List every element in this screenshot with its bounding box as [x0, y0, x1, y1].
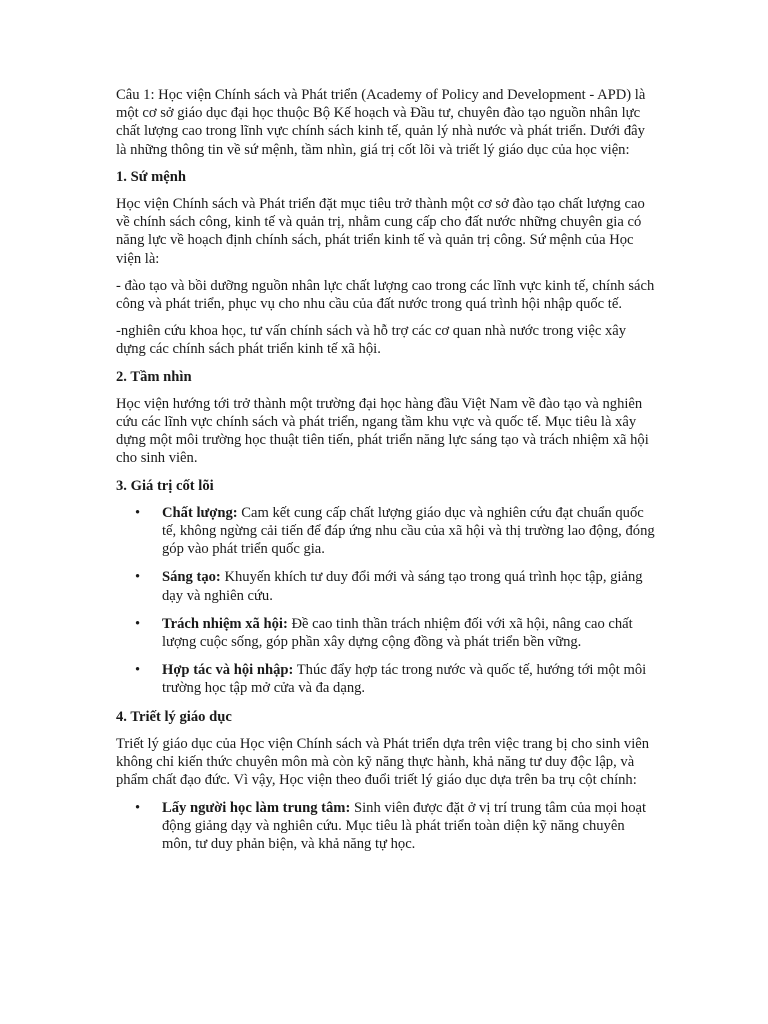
- section-heading-core-values: 3. Giá trị cốt lõi: [116, 477, 214, 494]
- bullet-icon: •: [135, 504, 141, 521]
- section-heading-vision: 2. Tầm nhìn: [116, 368, 192, 385]
- core-values-list: [116, 504, 656, 698]
- list-item: [135, 615, 656, 651]
- list-item-term: Chất lượng:: [162, 504, 238, 521]
- list-item-text: Khuyến khích tư duy đổi mới và sáng tạo trong quá trình học tập, giảng dạy và nghiên cứu.: [162, 569, 643, 604]
- list-item-text: Đề cao tinh thần trách nhiệm đối với xã hội, nâng cao chất lượng cuộc sống, góp phần xây dựng cộng đồng và phát triển bền vững.: [162, 615, 633, 651]
- mission-paragraph: Học viện Chính sách và Phát triển đặt mục tiêu trở thành một cơ sở đào tạo chất lượng cao về chính sách công, kinh tế và quản trị, nhằm cung cấp cho đất nước những chuyên gia có năng lực về hoạch định chính sách, phát triển kinh tế và quản trị công. Sứ mệnh của Học viện là:: [116, 196, 645, 267]
- list-item-term: Sáng tạo:: [162, 569, 221, 586]
- philosophy-paragraph: Triết lý giáo dục của Học viện Chính sách và Phát triển dựa trên việc trang bị cho sinh viên không chỉ kiến thức chuyên môn mà còn kỹ năng thực hành, khả năng tư duy độc lập, và phẩm chất đạo đức. Vì vậy, Học viện theo đuổi triết lý giáo dục dựa trên ba trụ cột chính:: [116, 735, 650, 789]
- list-item: [135, 504, 656, 559]
- list-item-text: Cam kết cung cấp chất lượng giáo dục và nghiên cứu đạt chuẩn quốc tế, không ngừng cải tiến để đáp ứng nhu cầu của xã hội và thị trường lao động, đóng góp vào phát triển quốc gia.: [162, 504, 655, 558]
- philosophy-list: [116, 799, 656, 854]
- section-heading-philosophy: 4. Triết lý giáo dục: [116, 708, 232, 725]
- intro-paragraph: Câu 1: Học viện Chính sách và Phát triển (Academy of Policy and Development - APD) là một cơ sở giáo dục đại học thuộc Bộ Kế hoạch và Đầu tư, chuyên đào tạo nguồn nhân lực chất lượng cao trong lĩnh vực chính sách kinh tế, quản lý nhà nước và phát triển. Dưới đây là những thông tin về sứ mệnh, tầm nhìn, giá trị cốt lõi và triết lý giáo dục của học viện:: [116, 87, 646, 158]
- bullet-icon: •: [135, 662, 141, 679]
- list-item-term: Trách nhiệm xã hội:: [162, 615, 288, 632]
- mission-point-2: -nghiên cứu khoa học, tư vấn chính sách và hỗ trợ các cơ quan nhà nước trong việc xây dựng các chính sách phát triển kinh tế xã hội.: [116, 323, 627, 358]
- vision-paragraph: Học viện hướng tới trở thành một trường đại học hàng đầu Việt Nam về đào tạo và nghiên cứu các lĩnh vực chính sách và phát triển, ngang tầm khu vực và quốc tế. Mục tiêu là xây dựng một môi trường học thuật tiên tiến, phát triển năng lực sáng tạo và trách nhiệm xã hội cho sinh viên.: [116, 395, 649, 467]
- list-item: [135, 661, 656, 697]
- document-page: [116, 86, 656, 863]
- list-item-term: Lấy người học làm trung tâm:: [162, 799, 351, 816]
- bullet-icon: •: [135, 799, 141, 816]
- list-item-text: Thúc đẩy hợp tác trong nước và quốc tế, hướng tới một môi trường học tập mở cửa và đa dạng.: [162, 662, 647, 697]
- list-item: [135, 568, 656, 604]
- section-heading-mission: 1. Sứ mệnh: [116, 168, 186, 185]
- mission-point-1: - đào tạo và bồi dưỡng nguồn nhân lực chất lượng cao trong các lĩnh vực kinh tế, chính sách công và phát triển, phục vụ cho nhu cầu của đất nước trong quá trình hội nhập quốc tế.: [116, 277, 655, 313]
- list-item: [135, 799, 656, 854]
- bullet-icon: •: [135, 569, 141, 586]
- list-item-text: Sinh viên được đặt ở vị trí trung tâm của mọi hoạt động giảng dạy và nghiên cứu. Mục tiêu là phát triển toàn diện kỹ năng chuyên môn, tư duy phản biện, và khả năng tự học.: [162, 799, 647, 852]
- bullet-icon: •: [135, 615, 141, 632]
- list-item-term: Hợp tác và hội nhập:: [162, 662, 294, 679]
